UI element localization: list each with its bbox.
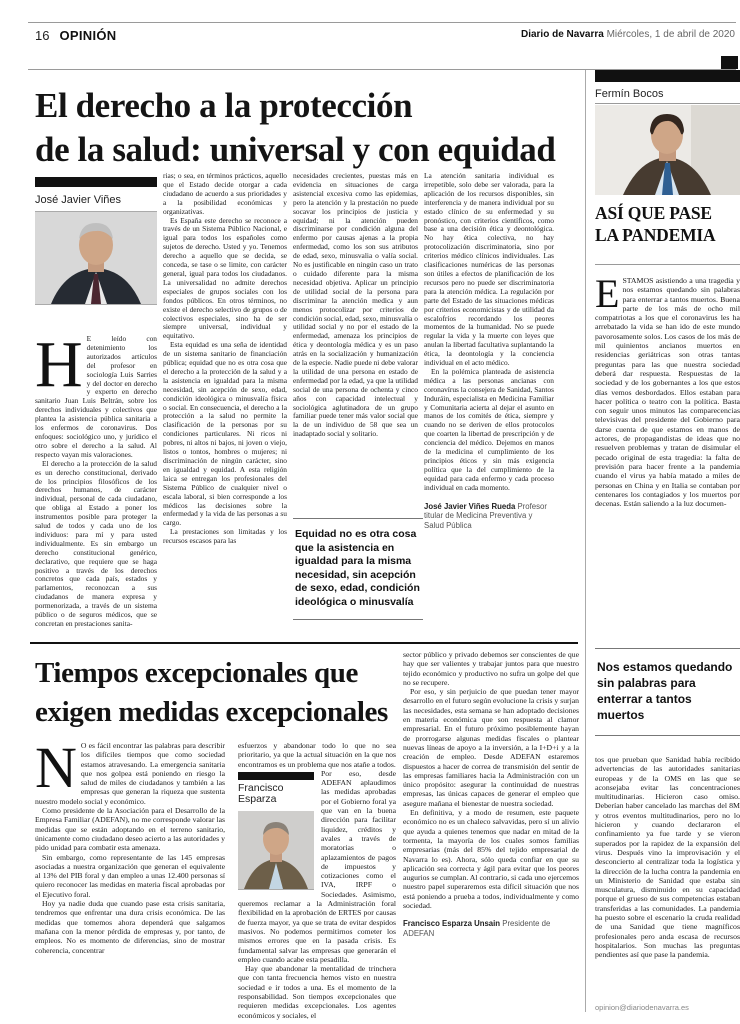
bottom-article-column-2 (238, 741, 396, 1024)
opinion-email: opinion@diariodenavarra.es (595, 1003, 689, 1012)
signature-name: Francisco Esparza Unsain (403, 919, 501, 929)
header-top-rule (28, 22, 736, 23)
sidebar-headline-line2: LA PANDEMIA (595, 225, 716, 245)
bottom-body-col2b: Por eso, desde ADEFAN aplaudimos las medidas aprobadas por el Gobierno foral ya que van en la buena dirección para facilitar liquidez, créditos y avales a través de moratorias o aplazamientos de pagos de impuestos y cotizaciones como el IVA, IRPF o Sociedades. Asimismo, queremos reclamar a la Administración foral flexibilidad en la aprobación de ERTES por causas de fuerza mayor, ya que se trata de evitar despidos masivos. No podemos permitirnos cometer los mismos errores que en la pasada crisis. Es fundamental salvar las empresas que generarán el empleo cuando acabe esta pesadilla. Hay que abandonar la mentalidad de trinchera que con tanta frecuencia hemos visto en nuestra sociedad e ir todos a una. Es el momento de la responsabilidad. Son tiempos excepcionales que requieren medidas excepcionales. Los agentes económicos y sociales, el (238, 768, 396, 1020)
bottom-article-column-3 (403, 650, 579, 1024)
main-article-headline (35, 84, 580, 172)
bottom-headline-line1: Tiempos excepcionales que (35, 657, 358, 689)
bottom-author-card (238, 772, 314, 890)
sidebar-pull-quote: Nos estamos quedando sin palabras para enterrar a tantos muertos (595, 648, 740, 736)
article-divider (30, 642, 578, 644)
signature-name: José Javier Viñes Rueda (424, 501, 516, 511)
main-author-photo (35, 212, 157, 305)
sidebar-headline (595, 202, 740, 246)
signature-role: Presidente de ADEFAN (403, 919, 551, 938)
bottom-drop-cap: N (35, 741, 77, 800)
main-article-column-4 (424, 172, 554, 642)
section-label: OPINIÓN (59, 28, 117, 43)
main-body-col4: La atención sanitaria individual es irrepetible, solo debe ser valorada, para la aplicación de los recursos disponibles, sin interferencia y de manera individual por su estado clínico de su enfermedad y su pronóstico, con criterios científicos, como base a una decisión ética y deontológica. No hay ética colectiva, no hay protocolización discriminatoria, sino por criterios médico clínicos individuales. Las clasificaciones numéricas de las personas son útiles a efectos de planificación de los recursos pero no puede ser discriminatoria para la atención médica. La regulación por parte del Estado de las situaciones médicas por criterios economicistas y de utilidad da escalofríos recordando los peores momentos de la humanidad. No se puede regular la vida y la muerte con leyes que anulan la libertad facultativa suplantando la ética, la deontología y la conciencia individual en el acto médico. En la polémica planteada de asistencia médica a las personas ancianas con coronavírus la consejera de Sanidad, Santos Induráin, especialista en Medicina Familiar y Comunitaria acierta al dejar el asunto en manos de los comités de ética, siempre y cuando no se deriven de ellos protocolos que coarten la libertad de prescripción y de conciencia del médico. Dejemos en manos de la medicina el cumplimiento de los principios éticos y sin más exigencia política que la del cumplimiento de la equidad para cada enfermo y cada proceso individual en cada momento. (424, 172, 554, 492)
page-number: 16 (35, 28, 50, 43)
sidebar-divider-rule (585, 70, 586, 1012)
author-accent-bar (238, 772, 314, 780)
page-date: Miércoles, 1 de abril de 2020 (606, 29, 735, 40)
main-article-column-2 (163, 172, 287, 642)
bottom-headline-line2: exigen medidas excepcionales (35, 696, 388, 728)
bottom-author-photo (238, 811, 314, 890)
main-body-col2: rias; o sea, en términos prácticos, aquello que el Estado decide otorgar a cada ciudadano de acuerdo a sus prioridades y a la posibilidad económicas y organizativas. Es España este derecho se reconoce a través de un Sistema Público Nacional, e igual para todos los españoles como sujetos de derecho. Usted y yo. Tenemos derecho a aquello que se decida, se conceda, se tase o se limite, con carácter general, igual para todos los ciudadanos. La universalidad no admite derechos especiales de grupos sociales con los fondos públicos. En otros términos, no existe el derecho selectivo de grupos o de colectivos especiales, sino ha de ser siempre universal, individual y equitativo. Esta equidad es una seña de identidad de un sistema sanitario de financiación pública; equidad que no es otra cosa que el derecho a la protección de la salud y a la asistencia en igualdad para la misma necesidad, sin acepción de sexo, edad, condición ideológica o minusvalía física o social. En consecuencia, el derecho a la protección a la salud no permite la clasificación de la personas por su condiciones particulares. Ni ricos ni pobres, ni altos ni bajos, ni joven o viejo, listos o tontos, hombres o mujeres; ni discriminación de ningún carácter, sino en igualdad y equidad. A esta religión laica se entregan los profesionales del Sistema Público de cualquier nivel o escala laboral, si bien corresponde a los médicos las decisiones sobre la enfermedad y la vida de las personas a su cargo. La prestaciones son limitadas y los recursos escasos para las (163, 172, 287, 546)
bottom-article-column-1 (35, 741, 225, 1024)
bottom-body-col2a: esfuerzos y abandonar todo lo que no sea prioritario, ya que la actual situación en la que nos encontramos es un problema que nos atañe a todos. (238, 741, 396, 769)
bottom-author-name: Francisco Esparza (238, 781, 284, 806)
sidebar-body-2: tos que prueban que Sanidad había recibido advertencias de las autoridades sanitarias europeas y de la OMS en las que se aconsejaba evitar las concentraciones multitudinarias. Hicieron caso omiso. Deberían haber cancelado las marchas del 8M y otros eventos multitudinarios, pero no lo hicieron y cuando declararon el confinamiento ya fue tarde y se vieron superados por la rapidez de la expansión del virus. Después vino la improvisación y el desconcierto al centralizar toda la logística y la dirección de la lucha contra la pandemia en un Ministerio de Sanidad que estaba sin musculatura, disminuido en su capacidad porque el grueso de sus competencias estaban transferidas a las comunidades. La pandemia ha puesto sobre el escenario la cruda realidad de una Sanidad que tiene magníficos profesionales pero anda escasa de recursos hospitalarios. Son muchas las preguntas pendientes así que pase la pandemia. (595, 755, 740, 960)
bottom-article-headline (35, 654, 415, 732)
main-drop-cap: H (35, 328, 83, 401)
sidebar-headline-line1: ASÍ QUE PASE (595, 203, 712, 223)
main-body-col1: E leído con detenimiento los autorizados artículos del profesor en sociología Luis Sarries y del doctor en derecho y experto en derecho sanitario Juan Luis Beltrán, sobre los derechos individuales y colectivos que plantea la asistencia pública sanitaria a los enfermos de coronavirus. Dos enfoques: sociológico uno, y jurídico el otro sobre el derecho a la salud. Al respecto vayan mis valoraciones. El derecho a la protección de la salud es un derecho constitucional, derivado de los principios filosóficos de los derechos humanos, de carácter individual, personal de cada ciudadano, que obliga al Estado a poner los instrumentos posible para proteger la salud de todos y cada uno de los individuos: para mí y para usted individualmente. Es sin embargo un derecho constitucional genérico, declarativo, que requiere que se haga positivo a través de los derechos concretos que cada país, estados y parlamentos, reconozcan a sus ciudadanos de manera expresa y pormenorizada, a través de un sistema público o de seguros médicos, que se concretan en prestaciones sanita- (35, 334, 157, 628)
bottom-body-col1: O es fácil encontrar las palabras para describir los difíciles tiempos que como sociedad estamos atravesando. La emergencia sanitaria que nos golpea está poniendo en riesgo la salud de miles de ciudadanos y también a las empresas que generan la riqueza que sustenta nuestro modelo social y económico. Como presidente de la Asociación para el Desarrollo de la Empresa Familiar (ADEFAN), no me corresponde valorar las medidas que se están adoptando en el terreno sanitario, únicamente como ciudadano deseo acierto a las autoridades y pido unidad para combatir esta amenaza. Sin embargo, como representante de las 145 empresas asociadas a nuestra organización que generan el equivalente al 13% del PIB foral y dan empleo a unas 12.400 personas sí quiero reconocer las medidas en materia fiscal aprobadas por el Ejecutivo foral. Hoy ya nadie duda que cuando pase esta crisis sanitaria, tendremos que enfrentar una dura crisis económica. De las medidas que tomemos ahora dependerá que salgamos mañana con la menor pérdida de empresas y, por tanto, de empleos. No es momento de diferencias, sino de mostrar coherencia, concentrar (35, 741, 225, 955)
sidebar-accent-bar (595, 70, 740, 82)
page-corner-marker (721, 56, 738, 69)
sidebar-author-name: Fermín Bocos (595, 88, 664, 100)
bottom-body-col3: sector público y privado debemos ser conscientes de que hay que ser valientes y trabajar juntos para que nuestro tejido económico y productivo no sufra un golpe del que no se recupere. Por eso, y sin perjuicio de que puedan tener mayor desarrollo en el futuro según evolucione la crisis y surjan las necesidades, esta semana se han adoptado decisiones en materia económica que son respuesta al clamor empresarial. En el futuro próximo posiblemente hayan de prorrogarse algunas medidas fiscales o plantear nuevas líneas de apoyo a la inversión, a la I+D+i y a la creación de empleo. Desde ADEFAN estaremos dispuestos a hacer de correa de transmisión del sentir de las empresas familiares hacia la Administración con un único propósito: asegurar la continuidad de nuestras empresas, las únicas capaces de generar el empleo que asegure mañana el bienestar de nuestra sociedad. En definitiva, y a modo de resumen, este paquete económico no es un chaleco salvavidas, pero sí un alivio que ayuda a quienes tenemos que nadar en mitad de la tormenta, la mayoría de los cuales somos familias empresarias (más del 85% del tejido empresarial de Navarra lo es). Ahora, sólo queda confiar en que su aplicación sea correcta y ágil para evitar que los peores augurios se cumplan. Al contrario, si cada uno ejercemos nuestro papel superaremos esta difícil situación que nos está poniendo a prueba a todos, individualmente y como sociedad. (403, 650, 579, 911)
signature-role: Profesor titular de Medicina Preventiva y Salud Pública (424, 501, 547, 530)
page-header-right (521, 29, 735, 40)
main-headline-line1: El derecho a la protección (35, 86, 413, 125)
main-author-signature (424, 502, 554, 531)
main-author-name: José Javier Viñes (35, 192, 157, 212)
sidebar-author-photo (595, 105, 740, 195)
main-article-column-1 (35, 177, 157, 643)
page-header-left (35, 27, 116, 45)
main-headline-line2: de la salud: universal y con equidad (35, 130, 556, 169)
sidebar-drop-cap: E (595, 276, 620, 316)
main-body-col3: necesidades crecientes, puestas más en evidencia en situaciones de carga asistencial excesiva como las epidemias, pero la atención y la prestación no puede socavar los principios de justicia y equidad; ni la atención pueden discriminarse por condición alguna del enfermo por causas ajenas a la propia enfermedad, como los son sus atributos de edad, sexo, minusvalia o valía social. No es justificable en ningún caso un trato o cuidado diferente para la misma necesidad objetiva. Aplicar un principio de utilidad social de la persona para discriminar la atención medica y aun menos protocolizar por criterios de condición social, edad, sexo, minusvalía o utilidad social y no por el estado de la enfermedad, amenaza los principios de ética y deontología médica y es un paso atrás en la socialización y humanización de la especie. Nadie puede ni debe valorar la utilidad de una persona en estado de enfermedad por la edad, ya que la utilidad social de una persona de ochenta y cinco años con capacidad intelectual y sociológica aglutinadora de un grupo familiar puede tener más valor social que la de un individuo de 58 que sea un inadaptado social y solitario. (293, 172, 418, 439)
main-article-column-3 (293, 172, 418, 512)
sidebar-body-1: E STAMOS asistiendo a una tragedia y nos estamos quedando sin palabras para enterrar a tantos muertos. Buena parte de los más de ocho mil compatriotas a los que el coronavirus les ha arrebatado la vida se han ido de este mundo pavorosamente solos. Los casos de los más de mil quinientos ancianos muertos en residencias geriátricas son otras tantas preguntas para las que nuestra sociedad deberá dar respuesta. Respuestas de la sociedad y de los gobernantes a los que estos días vemos desbordados. Ellos estaban para hacer política o teatro con la política. Basta con seguir unos minutos las comparecencias televisivas del presidente del Gobierno para darse cuenta de que estamos en manos de actores, de propagandistas de ideas que no resuelven problemas y tratan de disimular el pecado original de esta tragedia: la falta de previsión para hacer frente a la pandemia cuando el virus ya había matado a miles de personas en China y en Italia se contaban por centenares los contagiados y los muertos por decenas. Están saliendo a la luz documen- (595, 276, 740, 509)
bottom-author-signature (403, 919, 579, 938)
author-accent-bar (35, 177, 157, 187)
masthead: Diario de Navarra (520, 29, 604, 40)
main-pull-quote: Equidad no es otra cosa que la asistencia en igualdad para la misma necesidad, sin acepción de sexo, edad, condición ideológica o minusvalía (293, 518, 423, 620)
